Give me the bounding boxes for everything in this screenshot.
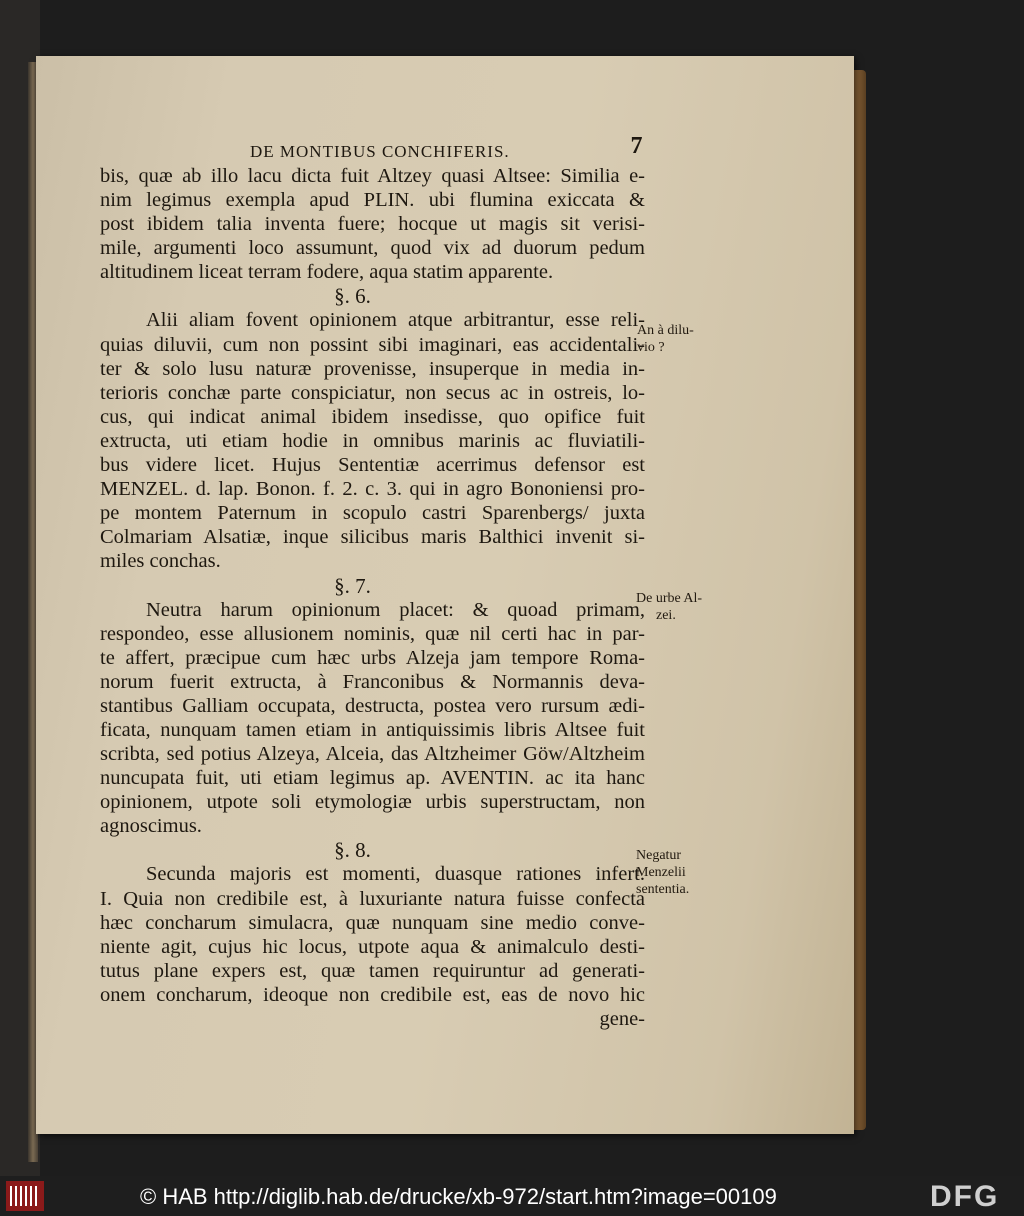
text-line: Colmariam Alsatiæ, inque silicibus maris Balthici invenit si- (100, 526, 645, 549)
margin-note-menzel (636, 847, 689, 898)
running-header (100, 133, 645, 164)
text-line: extructa, uti etiam hodie in omnibus marinis ac fluviatili- (100, 429, 645, 452)
text-line: tutus plane expers est, quæ tamen requiruntur ad generati- (100, 959, 645, 982)
copyright-link[interactable]: © HAB http://diglib.hab.de/drucke/xb-972/start.htm?image=00109 (140, 1184, 777, 1209)
section-heading-6: §. 6. (334, 284, 371, 309)
text-line: respondeo, esse allusionem nominis, quæ nil certi hac in par- (100, 622, 645, 645)
margin-note-line: sententia. (636, 882, 690, 897)
section-6-paragraph (100, 308, 645, 573)
margin-note-urbe (636, 590, 702, 624)
section-8-paragraph (100, 862, 645, 1031)
page-number: 7 (630, 133, 643, 159)
margin-note-line: An à dilu- (637, 323, 694, 338)
text-line: ter & solo lusu naturæ provenisse, insuperque in media in- (100, 357, 645, 380)
section-heading-8: §. 8. (334, 838, 371, 863)
text-line: Secunda majoris est momenti, duasque rationes infert. (146, 863, 645, 886)
text-line: altitudinem liceat terram fodere, aqua statim apparente. (100, 261, 554, 284)
text-line: pe montem Paternum in scopulo castri Sparenbergs/ juxta (100, 502, 645, 525)
text-line: ficata, nunquam tamen etiam in antiquissimis libris Altsee fuit (100, 718, 645, 741)
text-line: miles conchas. (100, 550, 221, 573)
text-line: opinionem, utpote soli etymologiæ urbis superstructam, non (100, 791, 645, 814)
text-line: onem concharum, ideoque non credibile est, eas de novo hic (100, 983, 645, 1006)
running-title: DE MONTIBUS CONCHIFERIS. (250, 142, 510, 161)
text-line: nuncupata fuit, uti etiam legimus ap. AVENTIN. ac ita hanc (100, 767, 645, 790)
text-line: bis, quæ ab illo lacu dicta fuit Altzey quasi Altsee: Similia e- (100, 165, 645, 187)
catchword: gene- (599, 1008, 645, 1030)
hab-logo-icon[interactable] (6, 1181, 44, 1211)
section-heading-7: §. 7. (334, 573, 371, 598)
text-line: scribta, sed potius Alzeya, Alceia, das Altzheimer Göw/Altzheim (100, 743, 645, 766)
text-line: mile, argumenti loco assumunt, quod vix ad duorum pedum (100, 237, 645, 260)
text-line: nim legimus exempla apud PLIN. ubi flumina exiccata & (100, 189, 645, 212)
text-line: te affert, præcipue cum hæc urbs Alzeja jam tempore Roma- (100, 646, 645, 669)
dfg-logo[interactable]: DFG (930, 1180, 1000, 1213)
text-line: Neutra harum opinionum placet: & quoad primam, (146, 598, 645, 621)
text-line: cus, qui indicat animal ibidem insedisse, quo opifice fuit (100, 405, 645, 428)
text-line: bus videre licet. Hujus Sententiæ acerrimus defensor est (100, 454, 645, 477)
margin-note-line: vio ? (637, 340, 665, 355)
section-7-paragraph (100, 598, 645, 839)
text-line: post ibidem talia inventa fuere; hocque ut magis sit verisi- (100, 213, 645, 236)
text-line: agnoscimus. (100, 815, 202, 838)
text-line: MENZEL. d. lap. Bonon. f. 2. c. 3. qui in agro Bononiensi pro- (100, 478, 645, 501)
margin-note-diluvium (637, 322, 694, 356)
text-line: hæc concharum simulacra, quæ nunquam sine medio conve- (100, 911, 645, 934)
text-line: I. Quia non credibile est, à luxuriante natura fuisse confecta (100, 887, 645, 910)
page-text (100, 133, 645, 1031)
text-line: terioris conchæ parte conspiciatur, non secus ac in ostreis, lo- (100, 381, 645, 404)
margin-note-line: De urbe Al- (636, 591, 703, 606)
margin-note-line: zei. (656, 608, 676, 623)
text-line: niente agit, cujus hic locus, utpote aqua & animalculo desti- (100, 935, 645, 958)
text-line: stantibus Galliam occupata, destructa, postea vero rursum ædi- (100, 694, 645, 717)
text-line: quias diluvii, cum non possint sibi imaginari, eas accidentali- (100, 333, 645, 356)
text-line: norum fuerit extructa, à Franconibus & Normannis deva- (100, 670, 645, 693)
text-line: Alii aliam fovent opinionem atque arbitrantur, esse reli- (146, 309, 645, 332)
intro-paragraph (100, 164, 645, 284)
margin-note-line: Negatur (636, 848, 682, 863)
margin-note-line: Menzelii (636, 865, 686, 880)
